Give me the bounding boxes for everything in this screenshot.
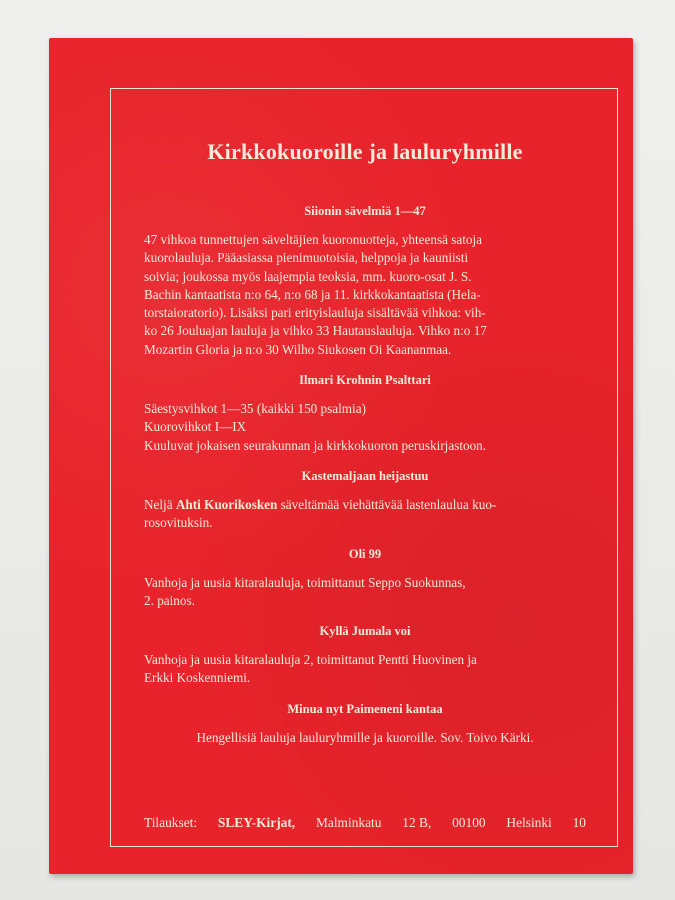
text-line: Mozartin Gloria ja n:o 30 Wilho Siukosen Oi Kaananmaa. bbox=[144, 341, 452, 357]
text-line: 47 vihkoa tunnettujen säveltäjien kuoronuotteja, yhteensä satoja bbox=[144, 232, 483, 247]
city-name: Helsinki bbox=[506, 815, 552, 830]
cover-frame bbox=[110, 88, 618, 847]
text-line: 2. painos. bbox=[144, 592, 195, 608]
section-text-siionin-savelmia bbox=[144, 231, 586, 359]
text-line: rosovituksin. bbox=[144, 515, 213, 531]
text-line: Bachin kantaatista n:o 64, n:o 68 ja 11. kirkkokantaatista (Hela- bbox=[144, 286, 481, 302]
section-text-kastemaljaan bbox=[144, 496, 586, 533]
text-line bbox=[144, 496, 586, 514]
section-text-oli-99 bbox=[144, 574, 586, 611]
text-line: Hengellisiä lauluja lauluryhmille ja kuoroille. Sov. Toivo Kärki. bbox=[196, 729, 534, 745]
text-fragment: Neljä bbox=[144, 496, 176, 512]
order-address-line bbox=[144, 814, 586, 832]
text-line: Säestysvihkot 1—35 (kaikki 150 psalmia) bbox=[144, 401, 366, 417]
publisher-name: SLEY-Kirjat, bbox=[217, 815, 296, 830]
text-line: soivia; joukossa myös laajempia teoksia, mm. kuoro-osat J. S. bbox=[144, 268, 472, 284]
text-line: Kuorovihkot I—IX bbox=[144, 419, 247, 435]
section-heading-kylla-jumala-voi: Kyllä Jumala voi bbox=[319, 624, 411, 639]
postal-district: 10 bbox=[572, 815, 586, 830]
section-text-kylla-jumala-voi bbox=[144, 651, 586, 688]
section-text-psalttari bbox=[144, 400, 586, 455]
text-line: Vanhoja ja uusia kitaralauluja, toimittanut Seppo Suokunnas, bbox=[144, 574, 466, 590]
text-line: ko 26 Jouluajan lauluja ja vihko 33 Hautauslauluja. Vihko n:o 17 bbox=[144, 323, 487, 339]
street-name: Malminkatu bbox=[315, 815, 382, 830]
street-number: 12 B, bbox=[402, 815, 432, 830]
orders-label: Tilaukset: bbox=[144, 815, 198, 830]
postal-code: 00100 bbox=[452, 815, 486, 830]
text-fragment: säveltämää viehättävää lastenlaulua kuo- bbox=[277, 496, 497, 512]
text-line: Vanhoja ja uusia kitaralauluja 2, toimittanut Pentti Huovinen ja bbox=[144, 652, 477, 668]
cover-title: Kirkkokuoroille ja lauluryhmille bbox=[207, 139, 523, 164]
text-line: torstaioratorio). Lisäksi pari erityislauluja sisältävää vihkoa: vih- bbox=[144, 305, 486, 321]
text-line: Erkki Koskenniemi. bbox=[144, 670, 251, 686]
section-heading-psalttari: Ilmari Krohnin Psalttari bbox=[299, 373, 431, 388]
cover-content bbox=[144, 109, 586, 759]
text-line: kuorolauluja. Pääasiassa pienimuotoisia, helppoja ja kauniisti bbox=[144, 250, 469, 266]
booklet-back-cover bbox=[49, 38, 633, 874]
text-line: Kuuluvat jokaisen seurakunnan ja kirkkokuoron peruskirjastoon. bbox=[144, 437, 487, 453]
section-heading-oli-99: Oli 99 bbox=[348, 546, 382, 561]
section-heading-kastemaljaan: Kastemaljaan heijastuu bbox=[301, 468, 429, 483]
section-heading-minua-nyt-paimeneni: Minua nyt Paimeneni kantaa bbox=[287, 701, 443, 716]
section-heading-siionin-savelmia: Siionin sävelmiä 1—47 bbox=[304, 204, 426, 218]
section-text-minua-nyt-paimeneni bbox=[144, 729, 586, 747]
composer-name: Ahti Kuorikosken bbox=[175, 496, 278, 512]
